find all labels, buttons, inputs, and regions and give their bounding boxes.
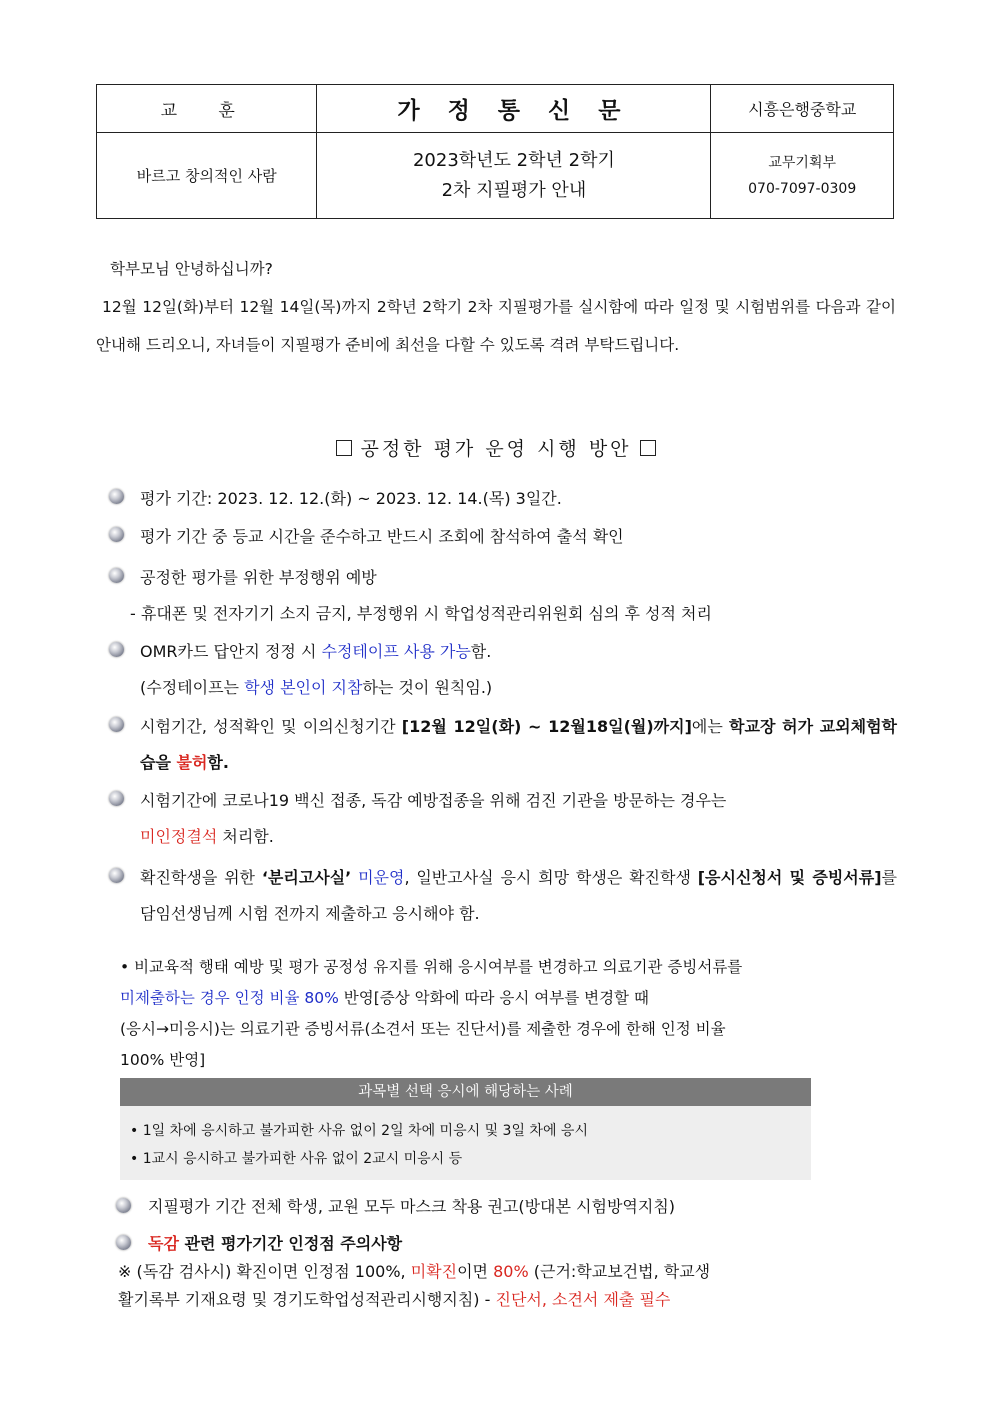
- text: (근거:학교보건법, 학교생: [528, 1262, 711, 1281]
- text: 미인정결석: [140, 827, 218, 846]
- text: 활기록부 기재요령 및 경기도학업성적관리시행지침) -: [118, 1290, 496, 1309]
- bullet-icon: [109, 527, 124, 542]
- contact: [711, 133, 894, 219]
- text: • 비교육적 행태 예방 및 평가 공정성 유지를 위해 응시여부를 변경하고 의료기관 증빙서류를: [120, 958, 743, 976]
- flu-notice: [118, 1258, 710, 1314]
- bullet-icon: [109, 568, 124, 583]
- case-item: • 1교시 응시하고 불가피한 사유 없이 2교시 미응시 등: [130, 1151, 463, 1167]
- text: 시험기간, 성적확인 및 이의신청기간: [140, 717, 402, 736]
- text: ※ (독감 검사시) 확진이면 인정점 100%,: [118, 1262, 411, 1281]
- text: 미확진: [410, 1262, 458, 1281]
- item-field-trip: [140, 709, 897, 781]
- subtitle-line1: 2023학년도 2학년 2학기: [412, 149, 615, 171]
- bullet-icon: [116, 1235, 131, 1250]
- item-omr: [140, 634, 897, 706]
- item-mask: 지필평가 기간 전체 학생, 교원 모두 마스크 착용 권고(방대본 시험방역지침): [148, 1197, 676, 1216]
- text: [12월 12일(화) ~ 12월18일(월)까지]: [401, 717, 692, 736]
- cases-box: [120, 1078, 811, 1180]
- bullet-icon: [116, 1198, 131, 1213]
- case-item: • 1일 차에 응시하고 불가피한 사유 없이 2일 차에 미응시 및 3일 차에 응시: [130, 1123, 588, 1139]
- text: 진단서, 소견서 제출 필수: [495, 1290, 671, 1309]
- page-title: 가 정 통 신 문: [317, 85, 711, 133]
- text: [응시신청서 및 증빙서류]: [697, 868, 882, 887]
- text: , 일반고사실 응시 희망 학생은 확진학생: [404, 868, 698, 887]
- cases-heading: 과목별 선택 응시에 해당하는 사례: [120, 1078, 811, 1106]
- text: 처리함.: [217, 827, 274, 846]
- text: (수정테이프는: [140, 678, 245, 697]
- section-title: 공정한 평가 운영 시행 방안: [360, 438, 632, 460]
- item-cheating-detail: - 휴대폰 및 전자기기 소지 금지, 부정행위 시 학업성적관리위원회 심의 후 성적 처리: [130, 604, 712, 623]
- header-table: [96, 84, 894, 219]
- school-motto: 바르고 창의적인 사람: [97, 133, 317, 219]
- text: 를 담임선생님께 시험 전까지 제출하고 응시해야 함.: [140, 868, 897, 923]
- bullet-icon: [109, 642, 124, 657]
- section-heading: [0, 434, 992, 461]
- bullet-icon: [109, 791, 124, 806]
- text: 하는 것이 원칙임.): [362, 678, 493, 697]
- motto-label: 교 훈: [97, 85, 317, 133]
- text: ‘분리고사실’: [261, 868, 352, 887]
- text: 반영[증상 악화에 따라 응시 여부를 변경할 때: [338, 989, 649, 1007]
- bullet-icon: [109, 868, 124, 883]
- text: 관련 평가기간 인정점 주의사항: [178, 1234, 403, 1253]
- text: 에는: [691, 717, 730, 736]
- subtitle-line2: 2차 지필평가 안내: [441, 179, 587, 201]
- text: 불허: [176, 753, 208, 772]
- text: 독감: [148, 1234, 179, 1253]
- text: 확진학생을 위한: [140, 868, 262, 887]
- intro-body: 12월 12일(화)부터 12월 14일(목)까지 2학년 2학기 2차 지필평가를 실시함에 따라 일정 및 시험범위를 다음과 같이 안내해 드리오니, 자녀들이 지필평가 준비에 최선을 다할 수 있도록 격려 부탁드립니다.: [96, 298, 896, 354]
- text: 함.: [207, 753, 229, 772]
- text: 학교장 허가 교외체험학습을: [140, 717, 898, 772]
- item-period: 평가 기간: 2023. 12. 12.(화) ~ 2023. 12. 14.(목) 3일간.: [140, 489, 562, 508]
- item-confirmed: [140, 860, 897, 932]
- text: 수정테이프 사용 가능: [321, 642, 471, 661]
- flu-title: [148, 1226, 905, 1262]
- item-vaccine: [140, 783, 897, 855]
- item-cheating: 공정한 평가를 위한 부정행위 예방: [140, 568, 377, 587]
- department: 교무기획부: [768, 154, 836, 171]
- checkbox-icon: [336, 440, 352, 456]
- bullet-icon: [109, 489, 124, 504]
- note: [120, 952, 900, 1076]
- text: 미제출하는 경우 인정 비율 80%: [120, 989, 339, 1007]
- checkbox-icon: [640, 440, 656, 456]
- text: 80%: [493, 1262, 529, 1281]
- text: 시험기간에 코로나19 백신 접종, 독감 예방접종을 위해 검진 기관을 방문하는 경우는: [140, 791, 727, 810]
- bullet-icon: [109, 717, 124, 732]
- text: (응시→미응시)는 의료기관 증빙서류(소견서 또는 진단서)를 제출한 경우에 한해 인정 비율: [120, 1020, 726, 1038]
- text: 함.: [470, 642, 492, 661]
- text: 100% 반영]: [120, 1051, 206, 1069]
- subtitle: [317, 133, 711, 219]
- text: 이면: [457, 1262, 494, 1281]
- text: 미운영: [351, 868, 405, 887]
- phone-number: 070-7097-0309: [748, 180, 857, 197]
- greeting: 학부모님 안녕하십니까?: [110, 260, 273, 278]
- text: 학생 본인이 지참: [244, 678, 363, 697]
- text: OMR카드 답안지 정정 시: [140, 642, 322, 661]
- intro: [96, 250, 896, 364]
- school-name: 시흥은행중학교: [711, 85, 894, 133]
- item-attendance: 평가 기간 중 등교 시간을 준수하고 반드시 조회에 참석하여 출석 확인: [140, 527, 624, 546]
